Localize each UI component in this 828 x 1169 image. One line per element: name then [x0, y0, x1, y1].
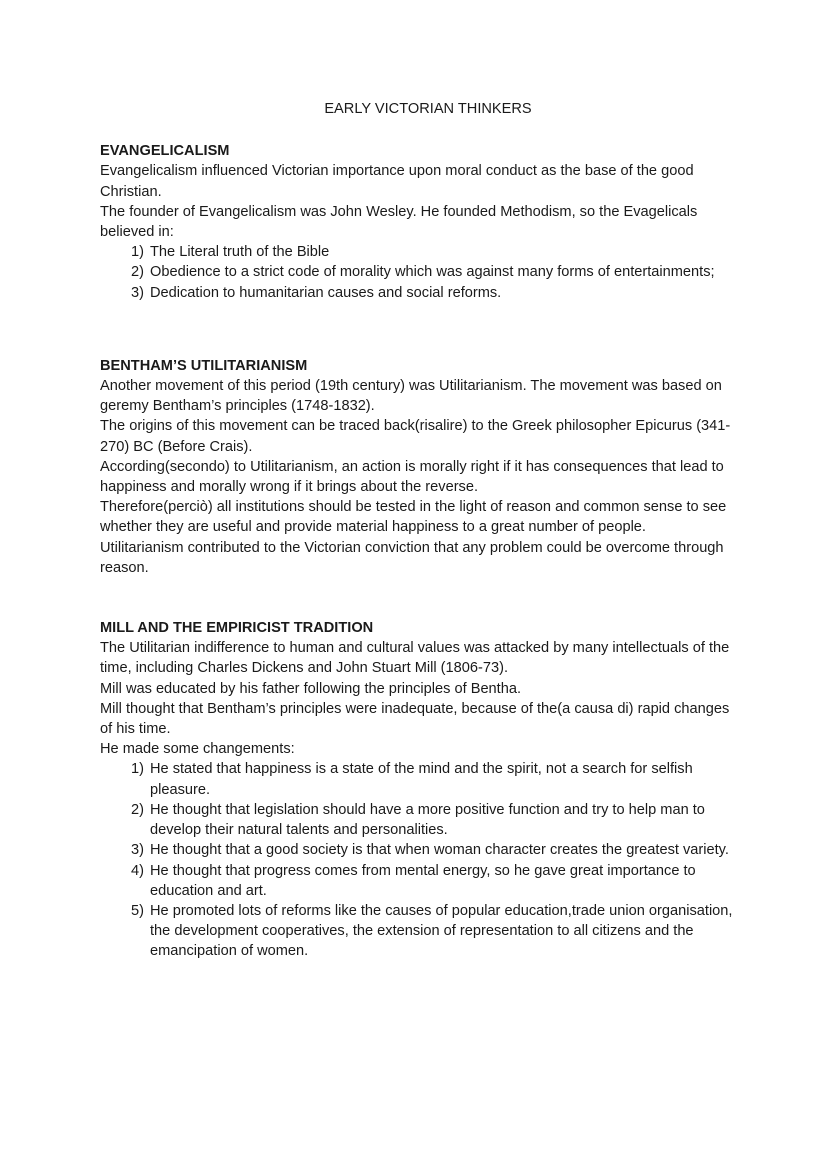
list-text: Dedication to humanitarian causes and social reforms. — [150, 284, 502, 301]
list-text: He promoted lots of reforms like the causes of popular education,trade union organisation, the development cooperatives, the extension of representation to all citizens and the emancipation of women. — [150, 902, 733, 960]
paragraph: Mill was educated by his father following the principles of Bentha. — [100, 680, 522, 697]
list-number: 3) — [131, 284, 144, 301]
section-benthams-utilitarianism — [100, 356, 740, 578]
spacer — [100, 578, 740, 618]
list-item — [100, 840, 740, 860]
list-item — [100, 861, 740, 901]
paragraph: The origins of this movement can be traced back(risalire) to the Greek philosopher Epicurus (341-270) BC (Before Crais). — [100, 418, 731, 455]
list-text: Obedience to a strict code of morality which was against many forms of entertainments; — [150, 264, 715, 281]
numbered-list — [100, 242, 740, 303]
list-text: He stated that happiness is a state of the mind and the spirit, not a search for selfish pleasure. — [150, 761, 693, 798]
section-evangelicalism — [100, 141, 740, 303]
list-number: 2) — [131, 801, 144, 818]
list-number: 1) — [131, 761, 144, 778]
list-number: 5) — [131, 902, 144, 919]
spacer — [100, 343, 740, 356]
list-item — [100, 759, 740, 799]
section-heading: EVANGELICALISM — [100, 143, 230, 160]
list-text: He thought that legislation should have a more positive function and try to help man to develop their natural talents and personalities. — [150, 801, 705, 839]
list-item — [100, 901, 740, 962]
list-number: 1) — [131, 244, 144, 261]
paragraph: Utilitarianism contributed to the Victorian conviction that any problem could be overcome through reason. — [100, 539, 724, 576]
list-text: He thought that progress comes from mental energy, so he gave great importance to education and art. — [150, 862, 696, 899]
list-text: He thought that a good society is that when woman character creates the greatest variety. — [150, 842, 729, 859]
paragraph: The founder of Evangelicalism was John Wesley. He founded Methodism, so the Evagelicals believed in: — [100, 203, 698, 241]
paragraph: He made some changements: — [100, 741, 295, 758]
paragraph: The Utilitarian indifference to human and cultural values was attacked by many intellectuals of the time, including Charles Dickens and John Stuart Mill (1806-73). — [100, 640, 730, 677]
numbered-list — [100, 759, 740, 961]
section-heading: BENTHAM’S UTILITARIANISM — [100, 357, 308, 374]
list-number: 3) — [131, 842, 144, 859]
document-page — [100, 99, 740, 962]
document-title: EARLY VICTORIAN THINKERS — [324, 101, 532, 117]
paragraph: Therefore(perciò) all institutions should be tested in the light of reason and common sense to see whether they are useful and provide material happiness to a great number of people. — [100, 499, 727, 536]
list-item — [100, 283, 740, 303]
paragraph: Mill thought that Bentham’s principles were inadequate, because of the(a causa di) rapid changes of his time. — [100, 700, 730, 738]
section-heading: MILL AND THE EMPIRICIST TRADITION — [100, 620, 374, 637]
spacer — [100, 303, 740, 343]
list-number: 4) — [131, 862, 144, 879]
paragraph: Evangelicalism influenced Victorian importance upon moral conduct as the base of the good Christian. — [100, 163, 694, 200]
section-mill-empiricist-tradition — [100, 618, 740, 961]
list-item — [100, 242, 740, 262]
list-text: The Literal truth of the Bible — [150, 244, 330, 261]
paragraph: Another movement of this period (19th century) was Utilitarianism. The movement was based on geremy Bentham’s principles (1748-1832). — [100, 378, 722, 415]
list-item — [100, 800, 740, 840]
list-item — [100, 262, 740, 282]
list-number: 2) — [131, 264, 144, 281]
paragraph: According(secondo) to Utilitarianism, an action is morally right if it has consequences that lead to happiness and morally wrong if it brings about the reverse. — [100, 458, 724, 496]
